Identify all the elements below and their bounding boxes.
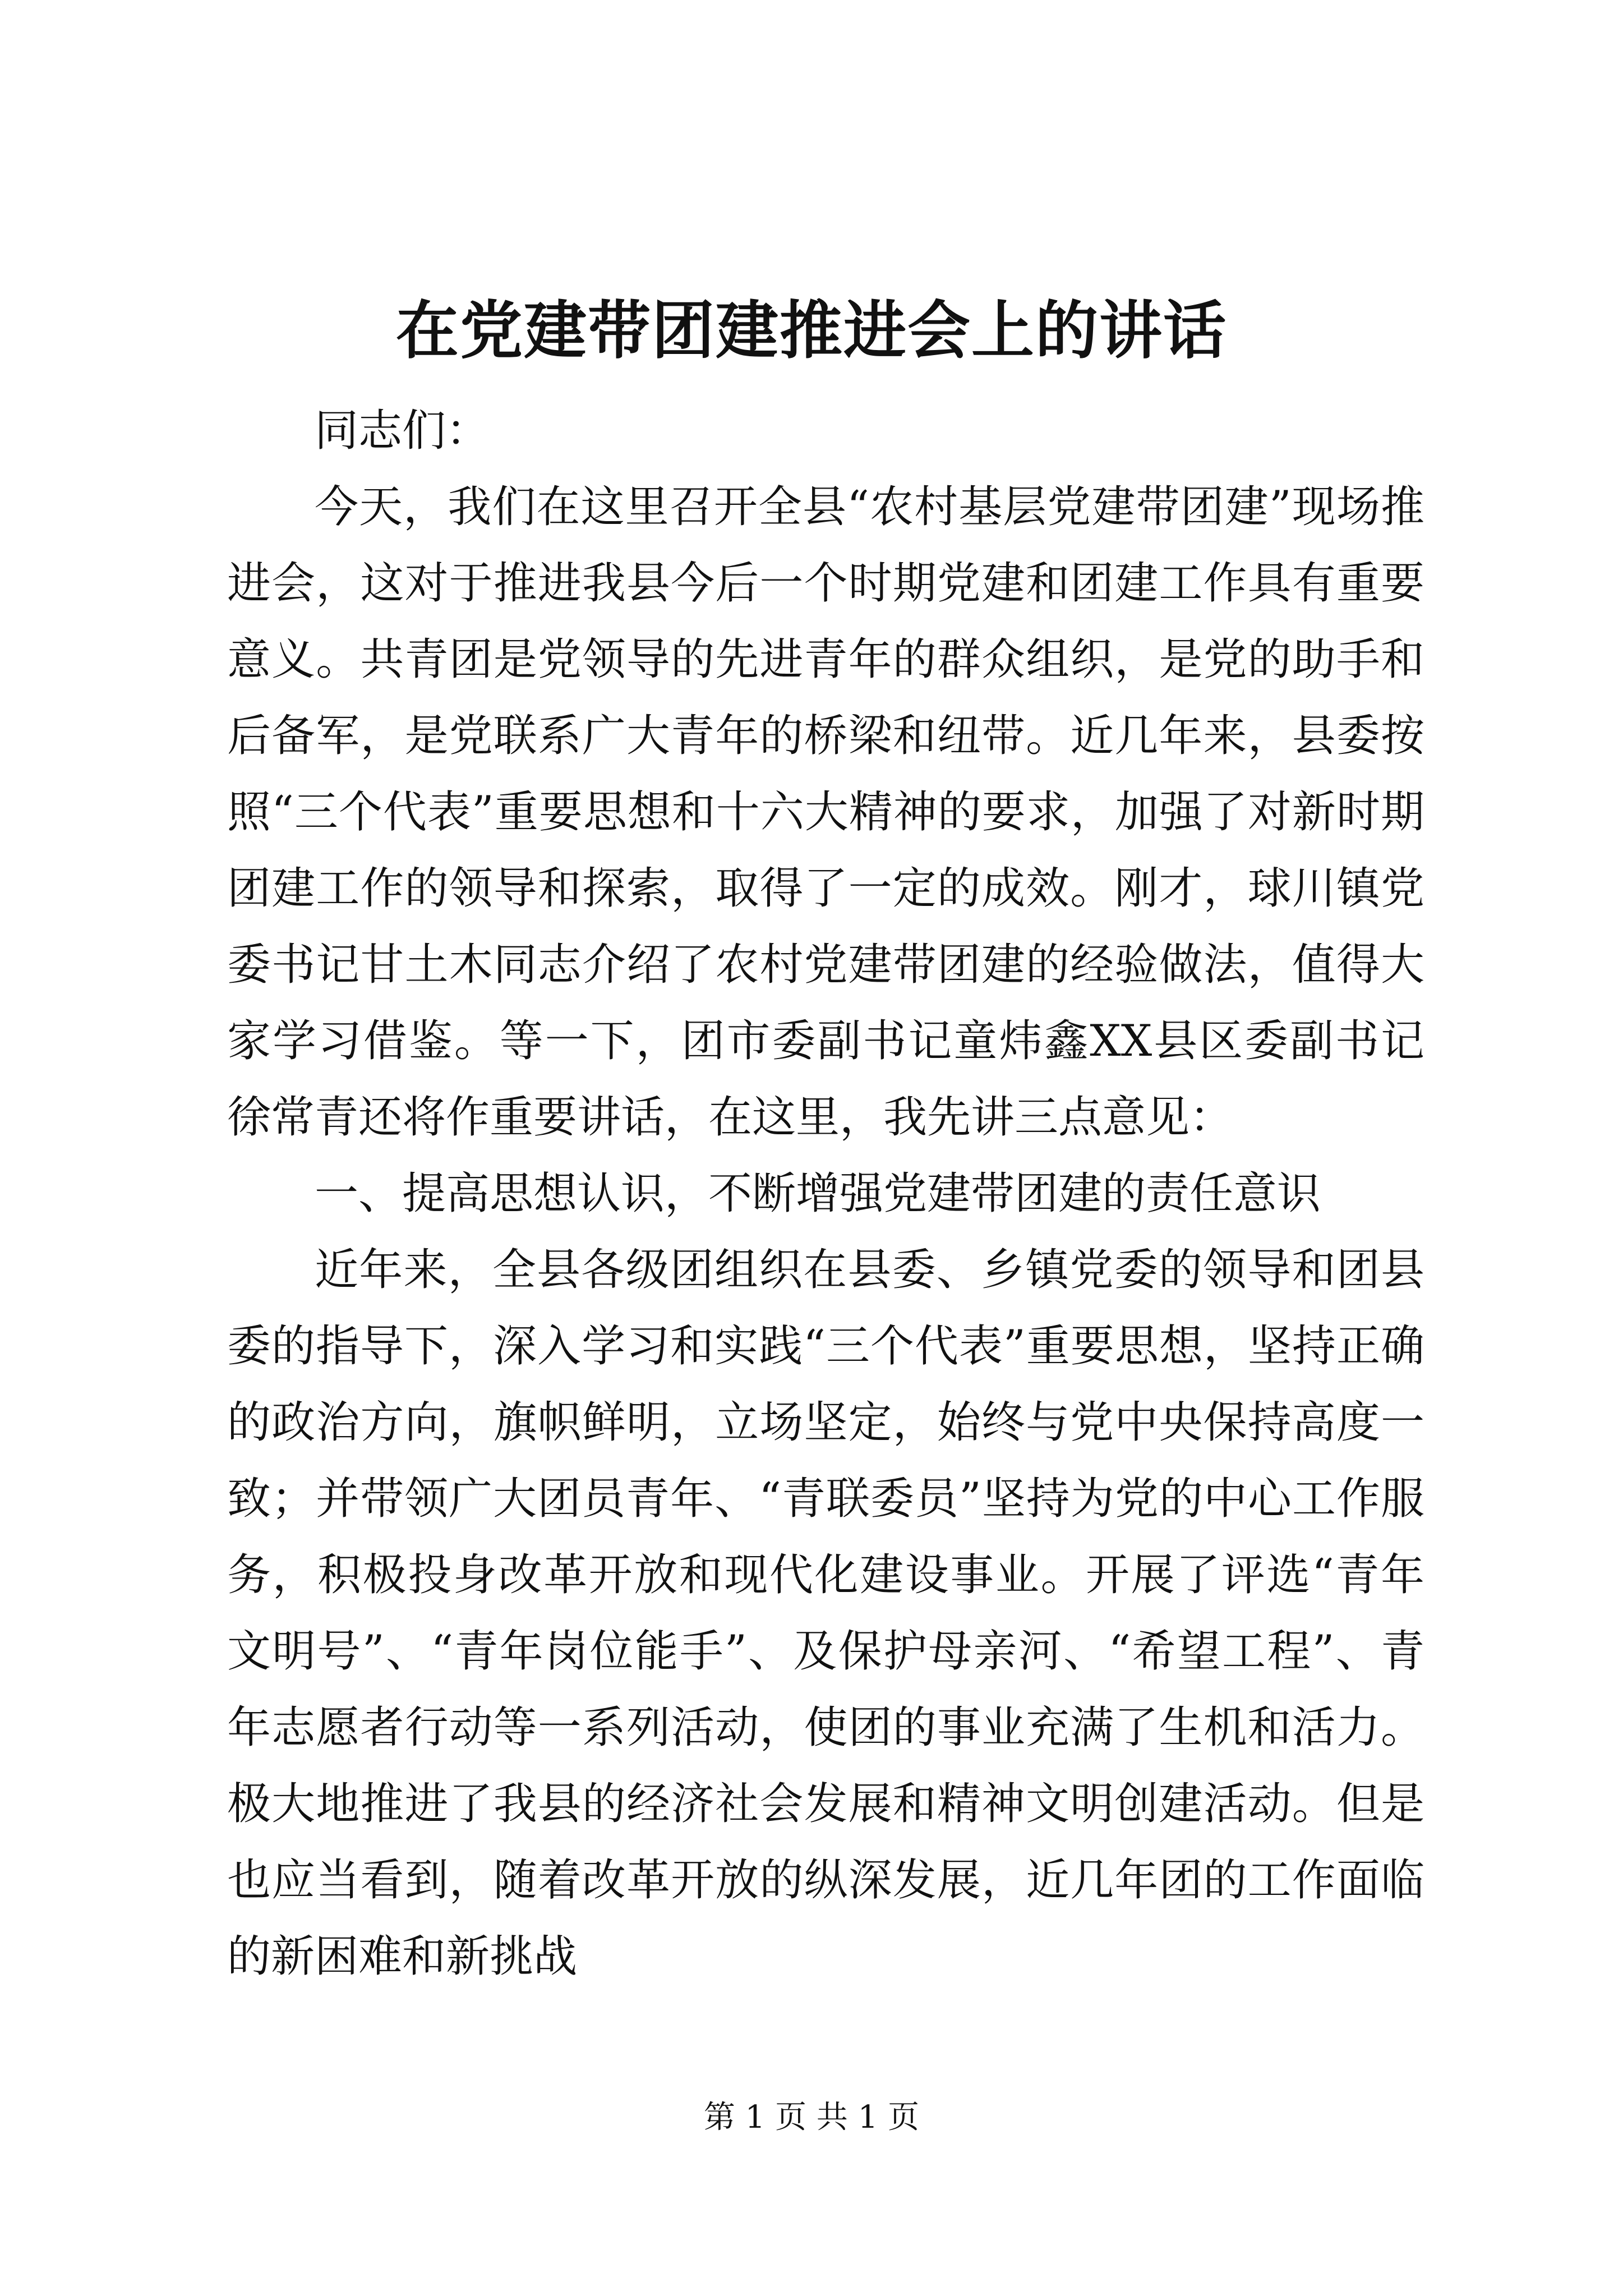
section-heading-1: 一、提高思想认识，不断增强党建带团建的责任意识 — [315, 1168, 1321, 1219]
salutation-paragraph: 同志们： — [315, 406, 490, 456]
document-title: 在党建带团建推进会上的讲话 — [396, 294, 1227, 367]
page-number-footer: 第 1 页 共 1 页 — [703, 2099, 920, 2136]
section-1-paragraph: 近年来，全县各级团组织在县委、乡镇党委的领导和团县委的指导下，深入学习和实践“三个代表”重要思想，坚持正确的政治方向，旗帜鲜明，立场坚定，始终与党中央保持高度一致；并带领广大团员青年、“青联委员”坚持为党的中心工作服务，积极投身改革开放和现代化建设事业。开展了评选“青年文明号”、“青年岗位能手”、及保护母亲河、“希望工程”、青年志愿者行动等一系列活动，使团的事业充满了生机和活力。极大地推进了我县的经济社会发展和精神文明创建活动。但是也应当看到，随着改革开放的纵深发展，近几年团的工作面临的新困难和新挑战 — [227, 1245, 1424, 1982]
intro-paragraph: 今天，我们在这里召开全县“农村基层党建带团建”现场推进会，这对于推进我县今后一个时期党建和团建工作具有重要意义。共青团是党领导的先进青年的群众组织，是党的助手和后备军，是党联系广大青年的桥梁和纽带。近几年来，县委按照“三个代表”重要思想和十六大精神的要求，加强了对新时期团建工作的领导和探索，取得了一定的成效。刚才，球川镇党委书记甘土木同志介绍了农村党建带团建的经验做法，值得大家学习借鉴。等一下，团市委副书记童炜鑫XX县区委副书记徐常青还将作重要讲话，在这里，我先讲三点意见： — [227, 482, 1424, 1143]
document-body — [227, 393, 1424, 1995]
